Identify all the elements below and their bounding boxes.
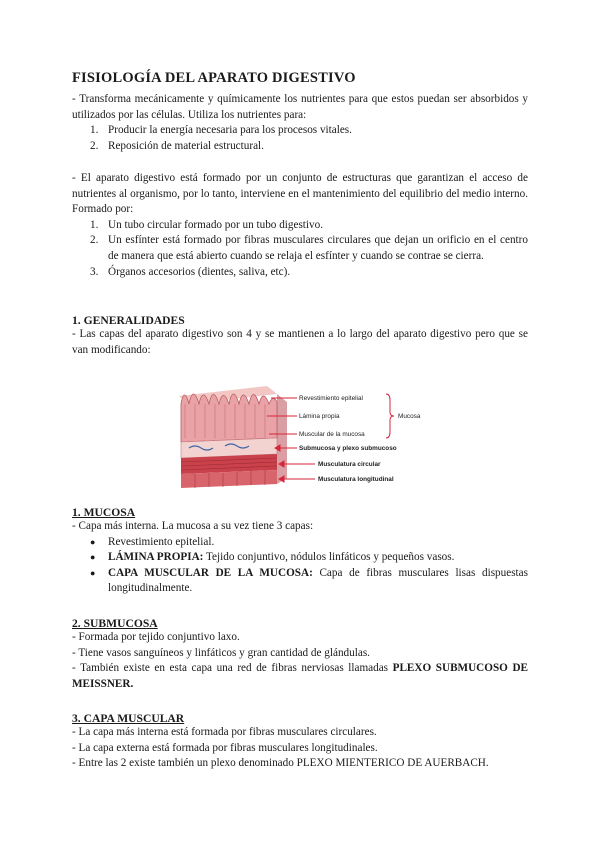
list-item: 1. Producir la energía necesaria para los procesos vitales.: [90, 124, 352, 137]
text-line: - Entre las 2 existe también un plexo denominado PLEXO MIENTERICO DE AUERBACH.: [72, 757, 489, 770]
list-item: 2. Un esfínter está formado por fibras musculares circulares que dejan un orificio en el centro de manera que está abierto cuando se relaja el esfínter y cuando se contrae se cierra.: [90, 234, 528, 262]
list-item: ● CAPA MUSCULAR DE LA MUCOSA: Capa de fibras musculares lisas dispuestas longitudinalmente.: [90, 566, 528, 595]
generalidades-section: [72, 314, 528, 358]
label-longitudinal: Musculatura longitudinal: [318, 476, 394, 483]
section-heading: 1. GENERALIDADES: [72, 314, 185, 327]
list-item: 2. Reposición de material estructural.: [90, 139, 264, 152]
text-line: - Formada por tejido conjuntivo laxo.: [72, 631, 240, 643]
label-muscular-mucosa: Muscular de la mucosa: [299, 431, 365, 438]
mucosa-list: [72, 535, 528, 597]
submucosa-section: [72, 617, 528, 692]
capa-muscular-section: [72, 712, 528, 772]
mucosa-bracket: [386, 394, 394, 438]
label-mucosa: Mucosa: [398, 413, 421, 420]
list-item: ● LÁMINA PROPIA: Tejido conjuntivo, nódulos linfáticos y pequeños vasos.: [72, 550, 528, 566]
generalidades-paragraph: - Las capas del aparato digestivo son 4 y se mantienen a lo largo del aparato digestivo pero que se van modificando:: [72, 328, 528, 356]
label-circular: Musculatura circular: [318, 461, 381, 468]
villi: [181, 394, 277, 442]
intro-paragraph: - Transforma mecánicamente y químicamente los nutrientes para que estos puedan ser absorbidos y utilizados por las células. Utiliza los nutrientes para:: [72, 93, 528, 121]
text-line: - También existe en esta capa una red de fibras nerviosas llamadas PLEXO SUBMUCOSO DE MEISSNER.: [72, 662, 529, 690]
mucosa-paragraph: - Capa más interna. La mucosa a su vez tiene 3 capas:: [72, 520, 314, 532]
text-line: - Tiene vasos sanguíneos y linfáticos y gran cantidad de glándulas.: [72, 646, 370, 659]
mucosa-section: [72, 506, 528, 597]
list-item: ● Revestimiento epitelial.: [72, 535, 528, 551]
text-line: - La capa más interna está formada por fibras musculares circulares.: [72, 726, 377, 738]
label-lamina-propia: Lámina propia: [299, 413, 340, 420]
text-line: - La capa externa está formada por fibras musculares longitudinales.: [72, 741, 378, 754]
intro-section: [72, 92, 528, 154]
section-heading: 2. SUBMUCOSA: [72, 617, 158, 630]
bullet-icon: ●: [90, 567, 96, 578]
list-item: 1. Un tubo circular formado por un tubo digestivo.: [90, 218, 324, 231]
label-revestimiento: Revestimiento epitelial: [299, 395, 363, 402]
section-heading: 3. CAPA MUSCULAR: [72, 712, 185, 725]
page-title: FISIOLOGÍA DEL APARATO DIGESTIVO: [72, 70, 356, 86]
composition-list: [72, 218, 528, 280]
label-submucosa: Submucosa y plexo submucoso: [299, 445, 397, 452]
bullet-icon: ●: [90, 552, 96, 563]
digestive-wall-diagram: [175, 382, 425, 500]
intro-list: [72, 123, 528, 154]
section-heading: 1. MUCOSA: [72, 506, 136, 519]
composition-section: [72, 171, 528, 280]
bullet-icon: ●: [90, 536, 96, 547]
list-item: 3. Órganos accesorios (dientes, saliva, etc).: [90, 265, 291, 278]
composition-paragraph: - El aparato digestivo está formado por un conjunto de estructuras que garantizan el acceso de nutrientes al organismo, por lo tanto, interviene en el mantenimiento del equilibrio del medio interno. Formado por:: [72, 172, 528, 216]
